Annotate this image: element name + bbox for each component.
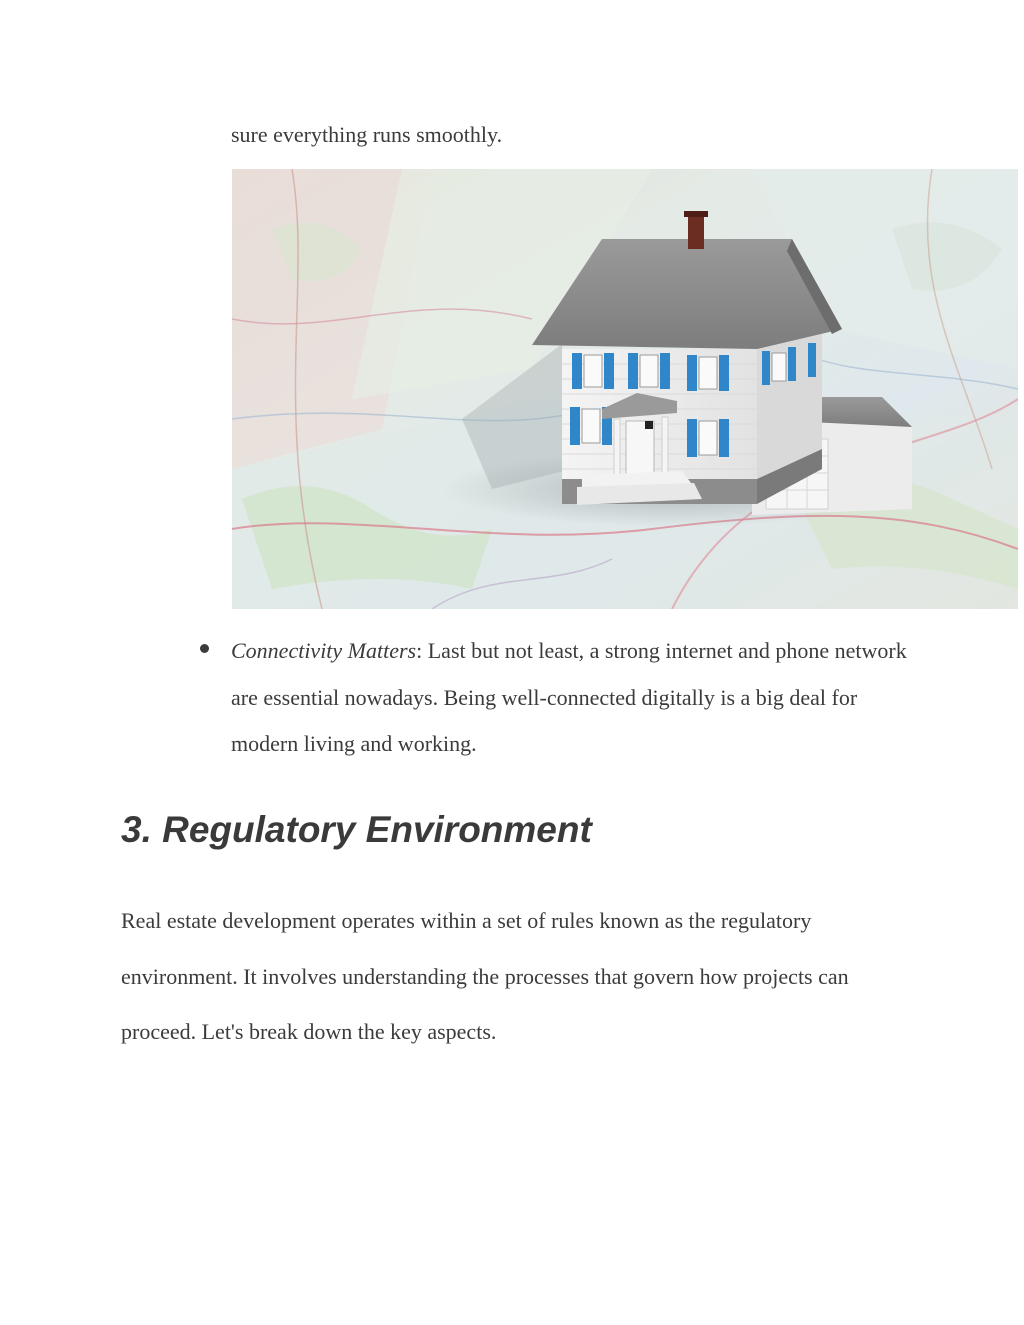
bullet-term: Connectivity Matters [231, 638, 417, 663]
bullet-text: : Last but not least, a strong internet and phone network are essential nowadays. Being well-connected digitally is a big deal for modern living and working. [231, 638, 907, 756]
list-item [196, 628, 916, 768]
section-heading: 3. Regulatory Environment [121, 809, 592, 850]
section-paragraph: Real estate development operates within a set of rules known as the regulatory environment. It involves understanding the processes that govern how projects can proceed. Let's break down the key aspects. [121, 908, 849, 1044]
paragraph-continuation: sure everything runs smoothly. [231, 122, 503, 147]
house-on-map-photo [232, 169, 1018, 609]
bullet-list [196, 628, 916, 768]
bullet-marker [200, 644, 209, 653]
house-on-map-illustration [232, 169, 1018, 609]
